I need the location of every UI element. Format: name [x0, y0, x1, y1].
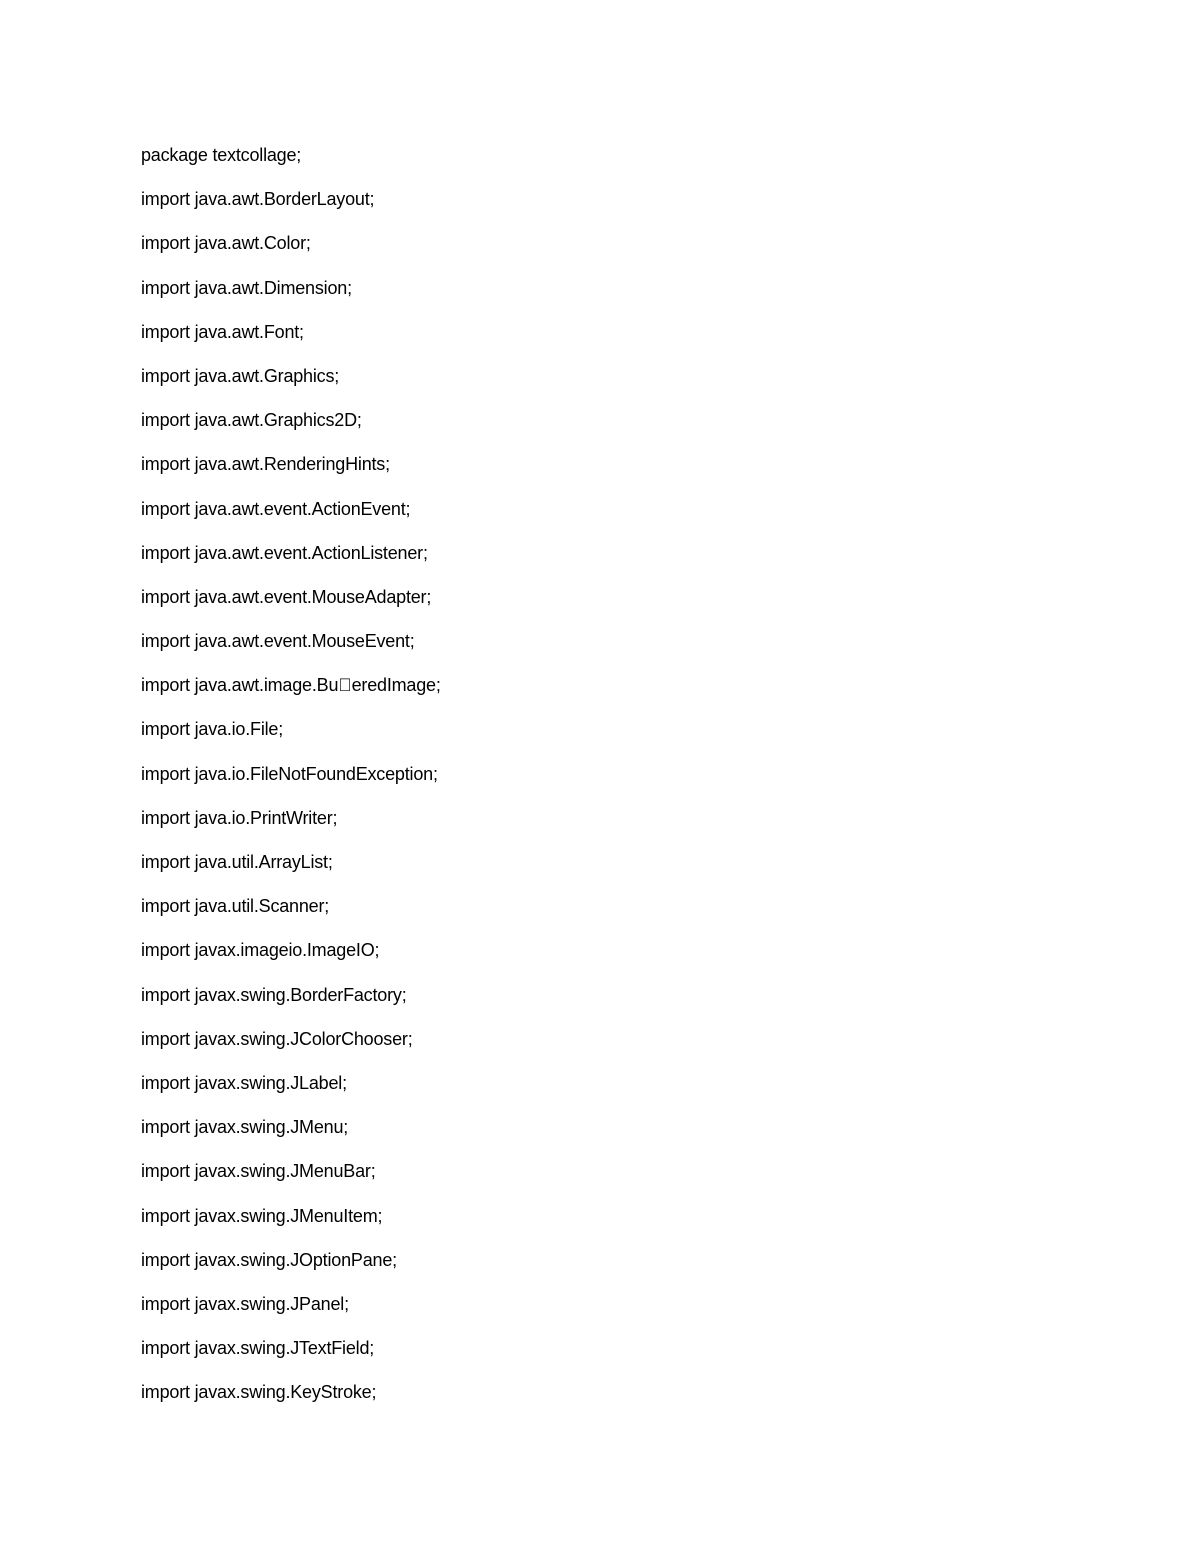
code-line: import javax.swing.JTextField;: [141, 1338, 375, 1359]
code-line: import java.awt.Color;: [141, 233, 311, 254]
code-line: import java.awt.Graphics;: [141, 365, 340, 386]
code-line: import javax.swing.JColorChooser;: [141, 1028, 413, 1049]
code-line: import java.util.Scanner;: [141, 896, 330, 917]
code-line: import java.io.FileNotFoundException;: [141, 763, 438, 784]
code-line: import java.awt.BorderLayout;: [141, 189, 375, 210]
code-line: import javax.swing.JMenuItem;: [141, 1205, 383, 1226]
code-line: import java.io.File;: [141, 719, 284, 740]
code-line: import java.awt.event.MouseAdapter;: [141, 586, 432, 607]
code-line: import javax.swing.JOptionPane;: [141, 1249, 397, 1270]
code-line: import javax.swing.JMenuBar;: [141, 1161, 376, 1182]
code-line: import javax.imageio.ImageIO;: [141, 940, 380, 961]
code-line: import javax.swing.KeyStroke;: [141, 1382, 377, 1403]
code-line: import java.awt.image.Bu eredImage;: [141, 675, 441, 696]
code-line: import java.awt.event.MouseEvent;: [141, 631, 415, 652]
code-line: import javax.swing.BorderFactory;: [141, 984, 407, 1005]
code-line: import java.io.PrintWriter;: [141, 807, 338, 828]
code-line: import javax.swing.JLabel;: [141, 1072, 347, 1093]
code-line: import javax.swing.JPanel;: [141, 1293, 349, 1314]
code-line: package textcollage;: [141, 145, 302, 165]
code-line: import javax.swing.JMenu;: [141, 1117, 349, 1138]
code-line-list: [141, 142, 441, 1423]
code-line: import java.util.ArrayList;: [141, 852, 333, 872]
code-line: import java.awt.Dimension;: [141, 277, 352, 298]
code-line: import java.awt.event.ActionEvent;: [141, 498, 411, 519]
code-line: import java.awt.Font;: [141, 321, 304, 342]
code-line: import java.awt.RenderingHints;: [141, 454, 390, 475]
code-line: import java.awt.event.ActionListener;: [141, 542, 428, 563]
code-line: import java.awt.Graphics2D;: [141, 410, 362, 431]
